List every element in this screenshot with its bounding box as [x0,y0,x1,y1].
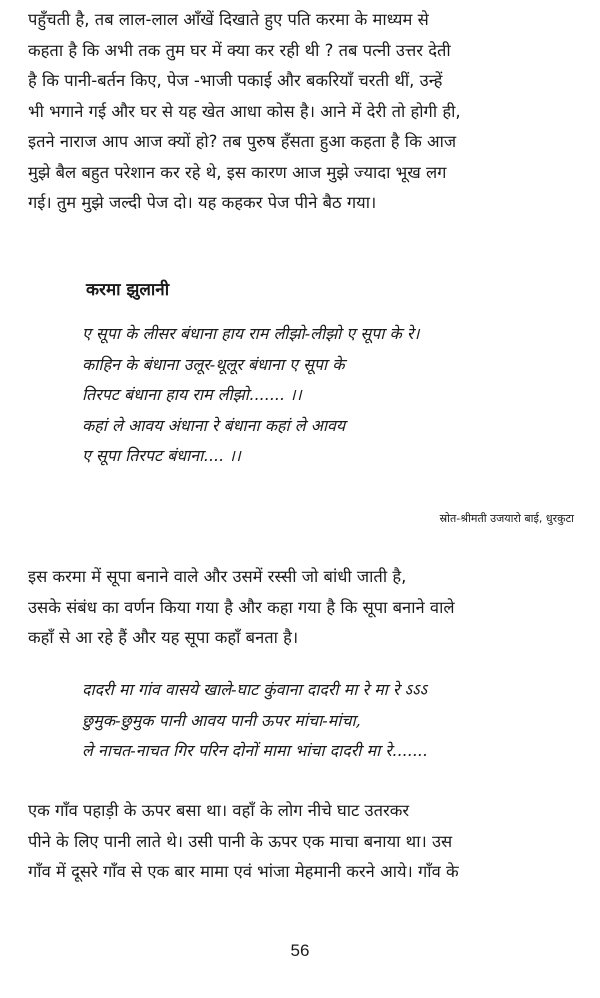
section-heading: करमा झुलानी [86,280,170,300]
paragraph-1 [28,5,576,219]
verse-line: काहिन के बंधाना उलूर-थूलूर बंधाना ए सूपा के [82,354,345,374]
source-attribution: स्रोत-श्रीमती उजयारो बाई, धुरकुटा [439,512,574,525]
paragraph-line: गई। तुम मुझे जल्दी पेज दो। यह कहकर पेज पीने बैठ गया। [28,193,377,212]
paragraph-line: उसके संबंध का वर्णन किया गया है और कहा गया है कि सूपा बनाने वाले [28,597,455,617]
paragraph-line: है कि पानी-बर्तन किए, पेज -भाजी पकाई और बकरियाँ चरती थीं, उन्हें [28,71,443,90]
verse-2 [82,675,427,767]
paragraph-line: इतने नाराज आप आज क्यों हो? तब पुरुष हँसता हुआ कहता है कि आज [28,132,457,151]
paragraph-line: इस करमा में सूपा बनाने वाले और उसमें रस्सी जो बांधी जाती है, [28,567,407,586]
paragraph-line: गाँव में दूसरे गाँव से एक बार मामा एवं भांजा मेहमानी करने आये। गाँव के [28,862,459,881]
paragraph-line: पीने के लिए पानी लाते थे। उसी पानी के ऊपर एक माचा बनाया था। उस [28,831,453,851]
verse-line: ले नाचत-नाचत गिर परिन दोनों मामा भांचा दादरी मा रे....... [82,741,428,760]
verse-line: कहां ले आवय अंधाना रे बंधाना कहां ले आवय [82,415,346,435]
verse-line: ए सूपा तिरपट बंधाना.... ।। [82,446,241,465]
paragraph-line: पहुँचती है, तब लाल-लाल आँखें दिखाते हुए पति करमा के माध्यम से [28,10,429,29]
verse-1 [82,319,419,472]
paragraph-line: कहाँ से आ रहे हैं और यह सूपा कहाँ बनता है। [28,628,299,647]
verse-line: तिरपट बंधाना हाय राम लीझो....... ।। [82,385,302,404]
page-number: 56 [290,941,310,960]
paragraph-2 [28,562,576,654]
paragraph-line: मुझे बैल बहुत परेशान कर रहे थे, इस कारण आज मुझे ज्यादा भूख लग [28,162,447,182]
paragraph-line: कहता है कि अभी तक तुम घर में क्या कर रही थी ? तब पत्नी उत्तर देती [28,40,451,60]
paragraph-3 [28,796,576,888]
verse-line: ए सूपा के लीसर बंधाना हाय राम लीझो-लीझो ए सूपा के रे। [82,324,420,343]
verse-line: दादरी मा गांव वासये खाले-घाट कुंवाना दादरी मा रे मा रे ऽऽऽ [82,680,427,699]
paragraph-line: एक गाँव पहाड़ी के ऊपर बसा था। वहाँ के लोग नीचे घाट उतरकर [28,801,410,820]
verse-line: छुमुक-छुमुक पानी आवय पानी ऊपर मांचा-मांचा, [82,710,361,730]
paragraph-line: भी भगाने गई और घर से यह खेत आधा कोस है। आने में देरी तो होगी ही, [28,101,461,121]
